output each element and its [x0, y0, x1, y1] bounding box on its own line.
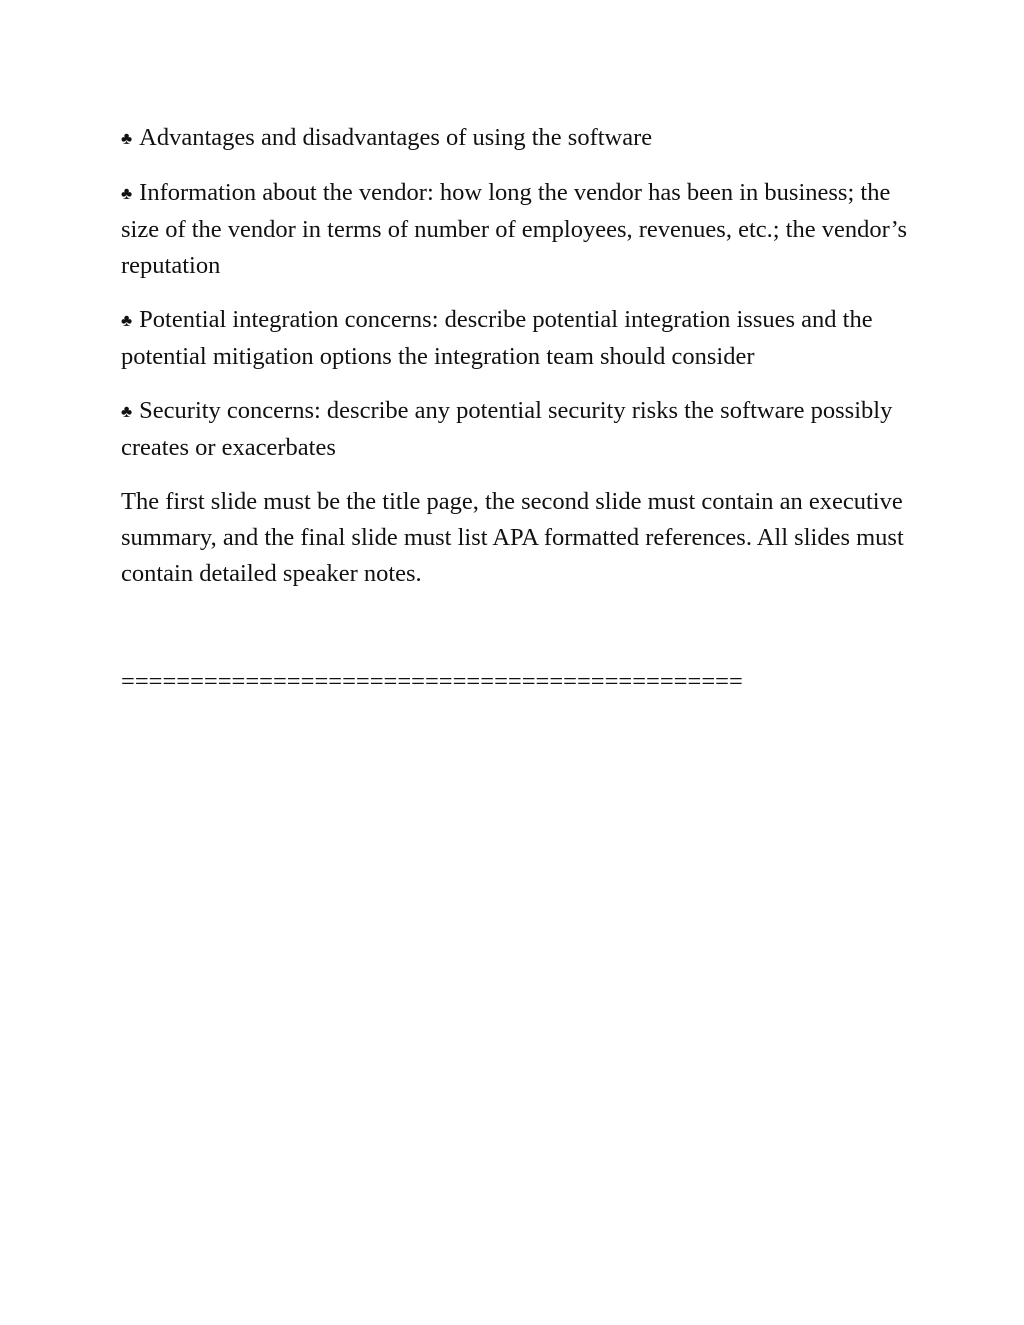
club-icon: ♣ [121, 129, 133, 148]
separator-line: ============================================= [121, 668, 743, 695]
bullet-text: Information about the vendor: how long the vendor has been in business; the size of the vendor in terms of number of employees, revenues, etc.; the vendor’s reputation [121, 179, 908, 279]
club-icon: ♣ [121, 402, 133, 421]
instructions-paragraph: The first slide must be the title page, the second slide must contain an executive summary, and the final slide must list APA formatted references. All slides must contain detailed speaker notes. [121, 488, 904, 587]
bullet-text: Advantages and disadvantages of using the software [139, 124, 653, 151]
bullet-item-vendor-info [121, 175, 911, 284]
club-icon: ♣ [121, 311, 133, 330]
bullet-text: Security concerns: describe any potential security risks the software possibly creates or exacerbates [121, 397, 893, 461]
bullet-text: Potential integration concerns: describe potential integration issues and the potential mitigation options the integration team should consider [121, 306, 873, 370]
bullet-item-integration [121, 302, 911, 375]
bullet-item-security [121, 393, 911, 466]
bullet-item-advantages [121, 120, 911, 157]
document-page [121, 120, 911, 700]
club-icon: ♣ [121, 184, 133, 203]
